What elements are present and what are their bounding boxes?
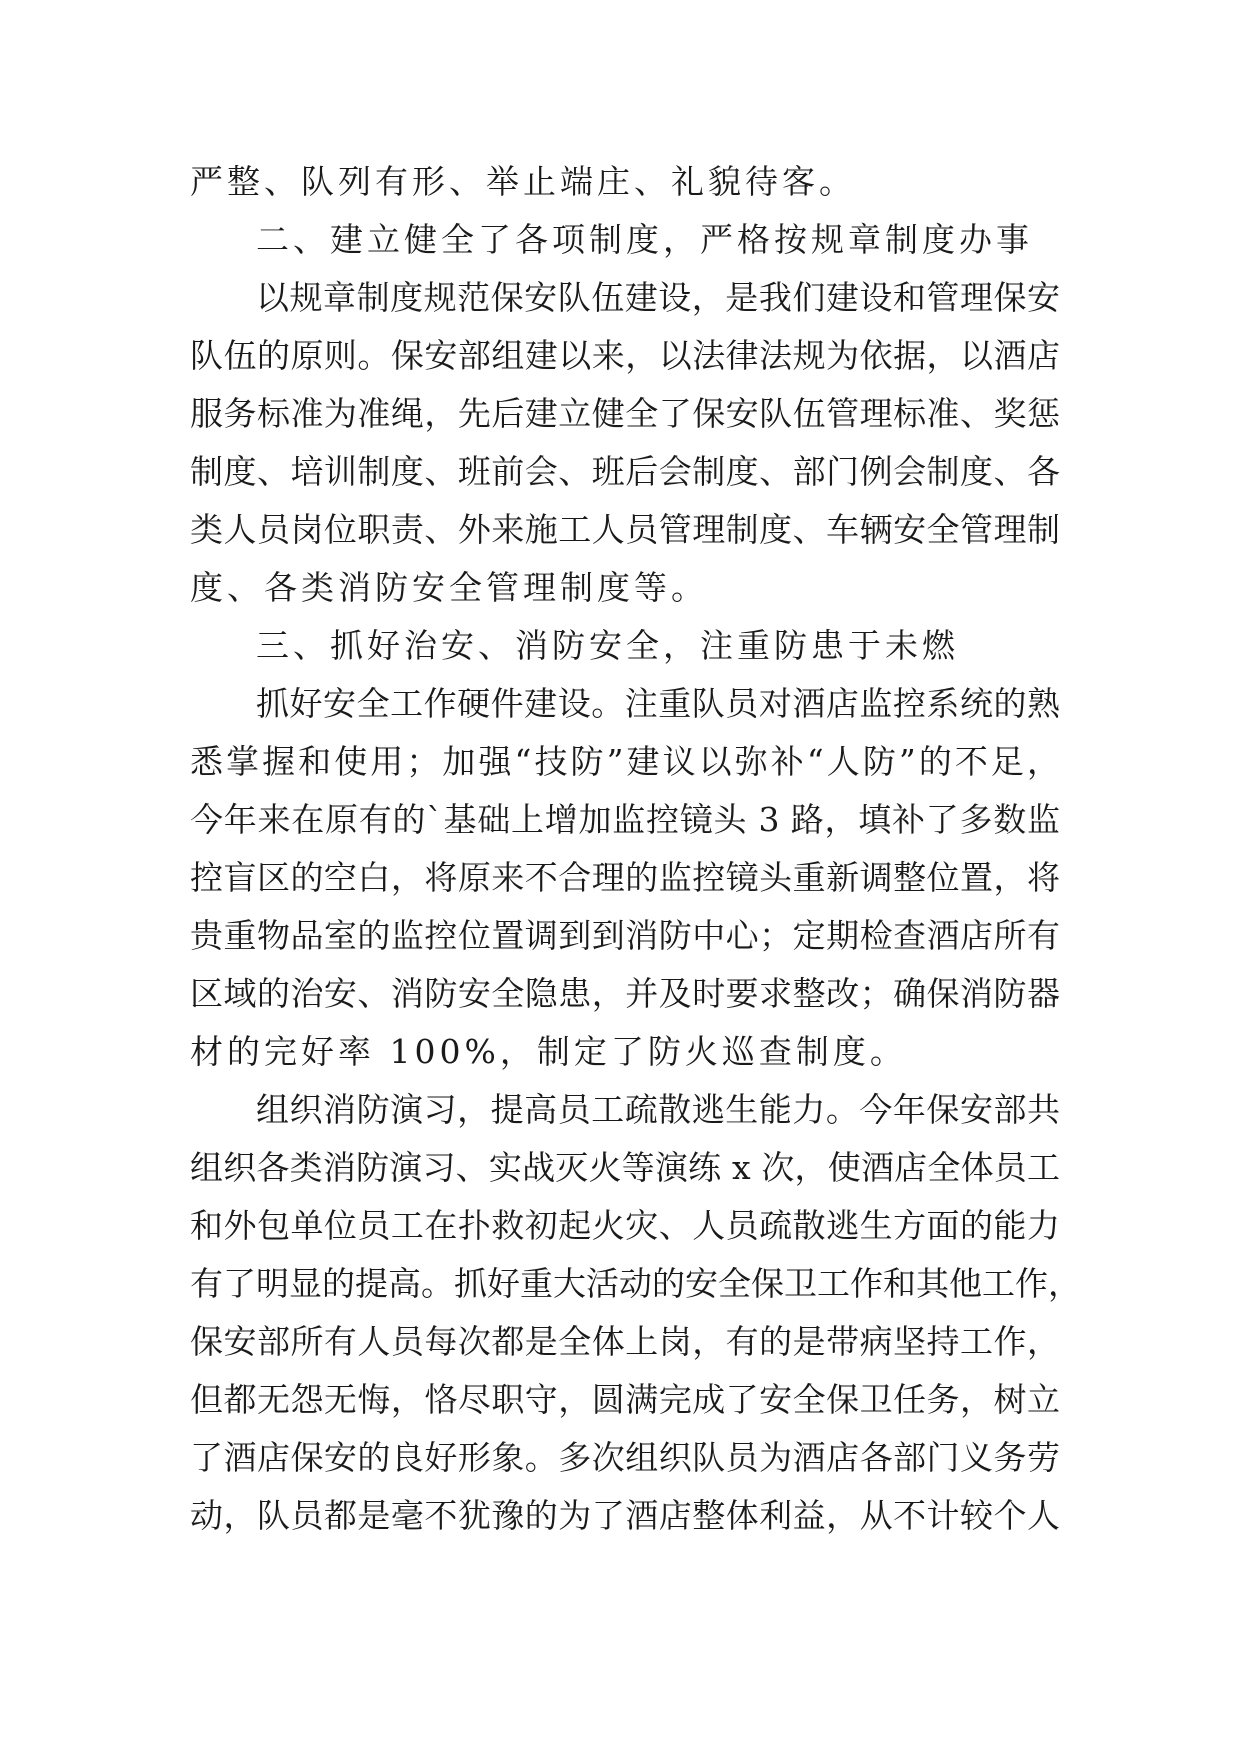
body-line: 制度、培训制度、班前会、班后会制度、部门例会制度、各 — [190, 452, 1060, 491]
section-heading-3: 三、抓好治安、消防安全，注重防患于未燃 — [256, 626, 959, 665]
body-line: 和外包单位员工在扑救初起火灾、人员疏散逃生方面的能力 — [190, 1206, 1060, 1245]
body-line: 材的完好率 100%，制定了防火巡查制度。 — [190, 1032, 907, 1071]
document-body — [190, 153, 1081, 1545]
body-line: 服务标准为准绳，先后建立健全了保安队伍管理标准、奖惩 — [190, 394, 1060, 433]
body-line: 组织消防演习，提高员工疏散逃生能力。今年保安部共 — [256, 1090, 1060, 1129]
body-line: 严整、队列有形、举止端庄、礼貌待客。 — [190, 162, 856, 201]
body-line: 组织各类消防演习、实战灭火等演练 x 次，使酒店全体员工 — [190, 1148, 1060, 1187]
body-line: 有了明显的提高。抓好重大活动的安全保卫工作和其他工作， — [190, 1264, 1081, 1303]
body-line: 类人员岗位职责、外来施工人员管理制度、车辆安全管理制 — [190, 510, 1060, 549]
body-line: 悉掌握和使用；加强“技防”建议以弥补“人防”的不足， — [190, 742, 1060, 781]
body-line: 贵重物品室的监控位置调到到消防中心；定期检查酒店所有 — [190, 916, 1060, 955]
body-line: 今年来在原有的`基础上增加监控镜头 3 路，填补了多数监 — [190, 800, 1060, 839]
body-line: 了酒店保安的良好形象。多次组织队员为酒店各部门义务劳 — [190, 1438, 1060, 1477]
body-line: 保安部所有人员每次都是全体上岗，有的是带病坚持工作， — [190, 1322, 1060, 1361]
body-line: 抓好安全工作硬件建设。注重队员对酒店监控系统的熟 — [256, 684, 1060, 723]
body-line: 但都无怨无悔，恪尽职守，圆满完成了安全保卫任务，树立 — [190, 1380, 1060, 1419]
body-line: 区域的治安、消防安全隐患，并及时要求整改；确保消防器 — [190, 974, 1060, 1013]
body-line: 以规章制度规范保安队伍建设，是我们建设和管理保安 — [256, 278, 1060, 317]
body-line: 控盲区的空白，将原来不合理的监控镜头重新调整位置，将 — [190, 858, 1060, 897]
section-heading-2: 二、建立健全了各项制度，严格按规章制度办事 — [256, 220, 1033, 259]
body-line: 度、各类消防安全管理制度等。 — [190, 568, 708, 607]
body-line: 动，队员都是毫不犹豫的为了酒店整体利益，从不计较个人 — [190, 1496, 1060, 1535]
body-line: 队伍的原则。保安部组建以来，以法律法规为依据，以酒店 — [190, 336, 1060, 375]
